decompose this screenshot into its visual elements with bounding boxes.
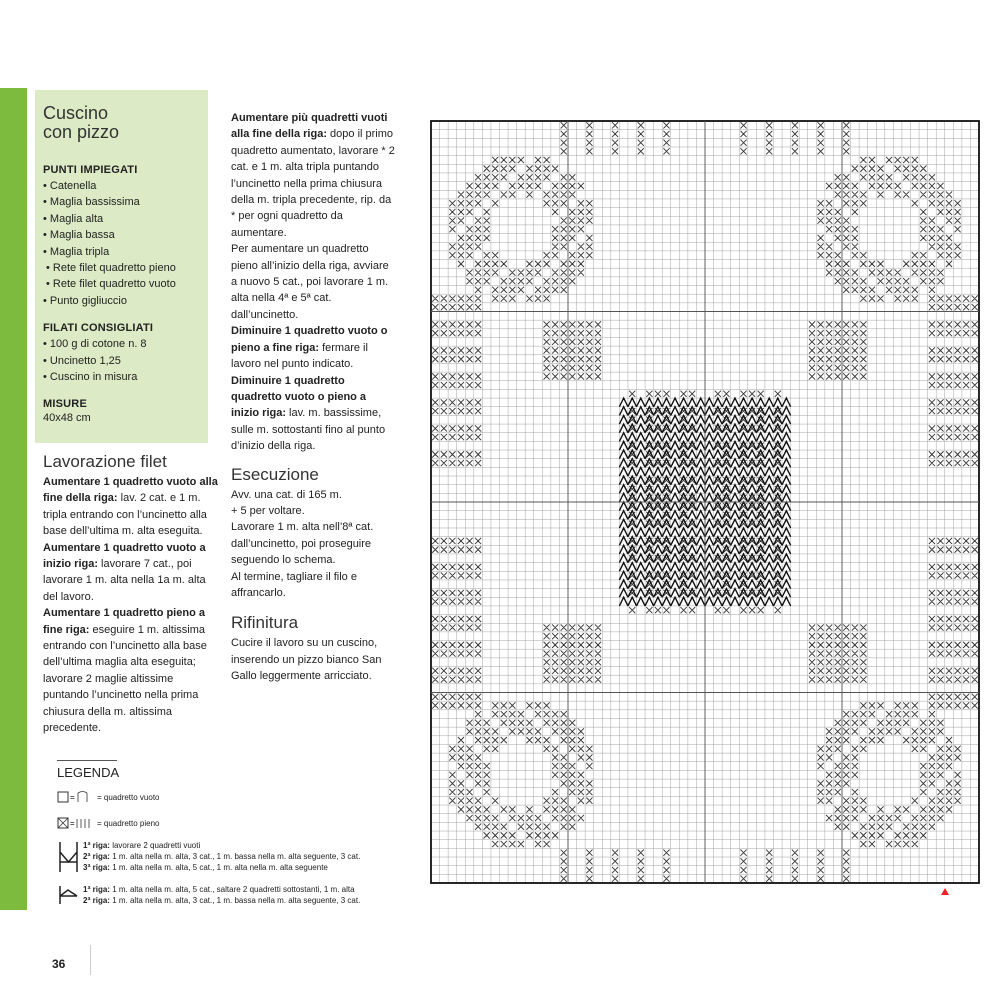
para-text: lavorare 7 cat., poi lavorare 1 m. alta nella 1a m. alta del lavoro. — [43, 558, 206, 603]
info-box — [35, 90, 208, 443]
legend-line-bold: 1ª riga: — [83, 841, 110, 850]
esecuzione-title: Esecuzione — [231, 464, 319, 484]
page-edge-bar — [0, 88, 27, 910]
filati-heading: FILATI CONSIGLIATI — [43, 322, 154, 335]
list-item: • Punto gigliuccio — [43, 293, 200, 309]
para-text: eseguire 1 m. altissima entrando con l’uncinetto alla base dell’ultima maglia alta eseguita; lavorare 2 maglie altissime puntando l’uncinetto nella prima chiusura della m. altissima precedente. — [43, 623, 207, 735]
paragraph: + 5 per voltare. — [231, 504, 305, 517]
gigliuccio-symbol-icon — [57, 840, 83, 874]
punti-list — [43, 178, 200, 309]
legend-row-pieno — [57, 814, 417, 832]
legend-label: = quadretto pieno — [97, 818, 160, 828]
list-item: • Rete filet quadretto vuoto — [43, 276, 200, 292]
para-bold: Aumentare 1 quadretto pieno a fine riga: — [43, 607, 205, 636]
filati-list — [43, 336, 200, 385]
title-line-1: Cuscino — [43, 103, 109, 123]
list-item: • Rete filet quadretto pieno — [43, 260, 200, 276]
lavorazione-title: Lavorazione filet — [43, 452, 167, 471]
paragraph — [43, 605, 218, 736]
legend-line-text: 1 m. alta nella m. alta, 5 cat., 1 m. alta nella m. alta seguente — [109, 863, 328, 872]
list-item: • 100 g di cotone n. 8 — [43, 336, 200, 352]
list-item: • Maglia alta — [43, 211, 200, 227]
start-marker-icon — [941, 888, 949, 895]
legend-line-text: lavorare 2 quadretti vuoti — [109, 841, 201, 850]
list-item: • Maglia bassa — [43, 227, 200, 243]
list-item: • Uncinetto 1,25 — [43, 353, 200, 369]
legend-line — [83, 895, 360, 906]
legend-line-bold: 1ª riga: — [83, 885, 110, 894]
paragraph — [231, 323, 396, 372]
legend-title: LEGENDA — [57, 765, 120, 780]
lavorazione-section — [43, 452, 218, 737]
para-bold: Aumentare più quadretti vuoti alla fine della riga: — [231, 112, 388, 141]
legend-line — [83, 862, 360, 873]
paragraph — [43, 474, 218, 540]
legend-line — [83, 840, 360, 851]
para-text: fermare il lavoro nel punto indicato. — [231, 341, 368, 371]
para-bold: Diminuire 1 quadretto quadretto vuoto o pieno a inizio riga: — [231, 374, 367, 420]
legend-line-bold: 2ª riga: — [83, 852, 110, 861]
title-line-2: con pizzo — [43, 122, 120, 142]
list-item: • Cuscino in misura — [43, 369, 200, 385]
legend-line-bold: 3ª riga: — [83, 863, 110, 872]
legend-line-text: 1 m. alta nella m. alta, 3 cat., 1 m. bassa nella m. alta seguente, 3 cat. — [109, 896, 361, 905]
paragraph: Al termine, tagliare il filo e affrancarlo. — [231, 570, 357, 599]
filled-square-icon — [57, 816, 97, 830]
legend-block-2 — [57, 884, 417, 906]
rifinitura-title: Rifinitura — [231, 613, 299, 633]
paragraph: Per aumentare un quadretto pieno all’inizio della riga, avviare a nuovo 5 cat., poi lavorare 1 m. alta nella 4ª e 5ª cat. dall’uncinetto. — [231, 243, 389, 321]
para-text: dopo il primo quadretto aumentato, lavorare * 2 cat. e 1 m. alta tripla puntando l’uncinetto nella prima chiusura della m. tripla precedente, rip. da * per ogni quadretto da aumentare. — [231, 128, 395, 239]
legend — [57, 760, 417, 906]
paragraph: Lavorare 1 m. alta nell’8ª cat. dall’uncinetto, poi proseguire seguendo lo schema. — [231, 521, 374, 567]
para-text: lav. m. bassissime, sulle m. sottostanti fino al punto d’inizio della riga. — [231, 407, 386, 453]
paragraph — [43, 540, 218, 606]
filet-grid — [425, 115, 985, 895]
paragraph — [231, 373, 396, 455]
column-two — [231, 110, 396, 685]
para-text: lav. 2 cat. e 1 m. tripla entrando con l’uncinetto alla base dell’ultima m. alta eseguita. — [43, 492, 207, 538]
legend-lines — [83, 884, 360, 906]
page-divider — [90, 945, 91, 975]
legend-line-text: 1 m. alta nella m. alta, 3 cat., 1 m. bassa nella m. alta seguente, 3 cat. — [109, 852, 361, 861]
misure-heading: MISURE — [43, 398, 87, 411]
legend-line — [83, 851, 360, 862]
svg-text:=: = — [70, 793, 75, 802]
legend-block-1 — [57, 840, 417, 874]
legend-line-text: 1 m. alta nella m. alta, 5 cat., saltare 2 quadretti sottostanti, 1 m. alta — [109, 885, 355, 894]
paragraph — [231, 110, 396, 241]
svg-text:=: = — [70, 819, 75, 828]
legend-line — [83, 884, 360, 895]
paragraph: Avv. una cat. di 165 m. — [231, 488, 342, 501]
decrease-symbol-icon — [57, 884, 83, 906]
filet-chart — [425, 115, 985, 895]
legend-lines — [83, 840, 360, 874]
legend-label: = quadretto vuoto — [97, 792, 160, 802]
para-bold: Diminuire 1 quadretto vuoto o pieno a fine riga: — [231, 325, 388, 354]
misure-value: 40x48 cm — [43, 412, 91, 425]
punti-heading: PUNTI IMPIEGATI — [43, 164, 138, 176]
list-item: • Catenella — [43, 178, 200, 194]
page-title — [43, 104, 200, 142]
page-number: 36 — [52, 957, 66, 971]
empty-square-icon — [57, 790, 97, 804]
legend-rule — [57, 760, 117, 761]
legend-row-vuoto — [57, 788, 417, 806]
list-item: • Maglia tripla — [43, 244, 200, 260]
list-item: • Maglia bassissima — [43, 194, 200, 210]
legend-line-bold: 2ª riga: — [83, 896, 110, 905]
para-bold: Aumentare 1 quadretto vuoto alla fine della riga: — [43, 476, 218, 505]
para-bold: Aumentare 1 quadretto vuoto a inizio riga: — [43, 541, 206, 571]
paragraph: Cucire il lavoro su un cuscino, inserendo un pizzo bianco San Gallo leggermente arricciato. — [231, 637, 382, 683]
